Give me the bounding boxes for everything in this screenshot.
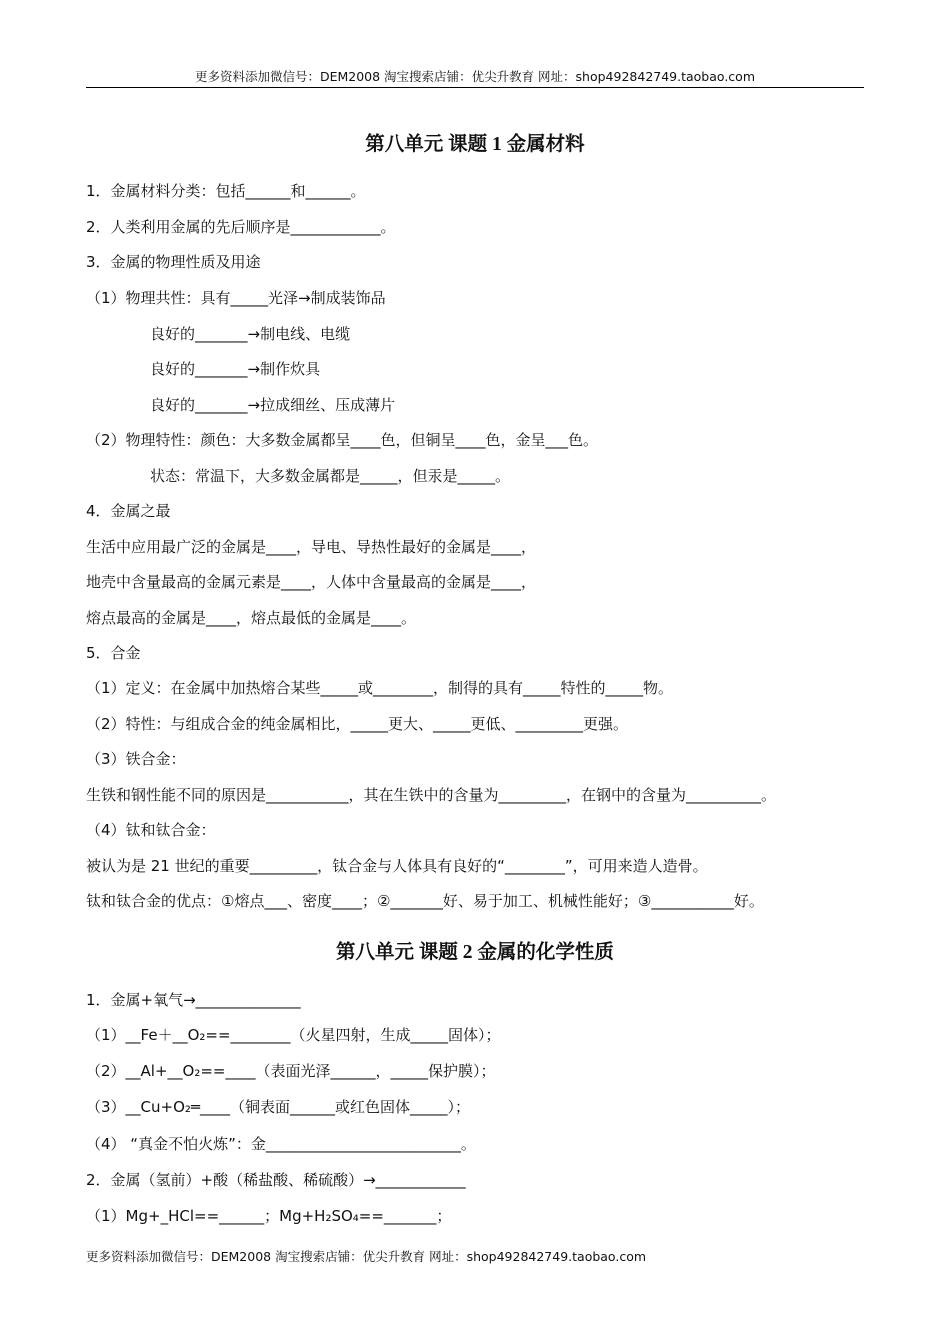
question-line: 生活中应用最广泛的金属是____，导电、导热性最好的金属是____， <box>86 538 537 556</box>
question-line: 钛和钛合金的优点：①熔点___、密度____；②_______好、易于加工、机械性能好；③___________好。 <box>86 892 764 910</box>
question-line: （4） “真金不怕火炼”：金__________________________。 <box>86 1135 476 1153</box>
question-line: （3）__Cu+O₂═____（铜表面______或红色固体_____）； <box>86 1098 470 1116</box>
question-line: （3）铁合金： <box>86 750 186 768</box>
page-footer: 更多资料添加微信号：DEM2008 淘宝搜索店铺：优尖升教育 网址：shop492842749.taobao.com <box>86 1249 647 1264</box>
question-line: 3．金属的物理性质及用途 <box>86 253 261 271</box>
question-line: 良好的_______→制作炊具 <box>150 360 321 378</box>
question-line: 良好的_______→拉成细丝、压成薄片 <box>150 396 396 414</box>
question-line: 5．合金 <box>86 644 141 662</box>
header-divider <box>86 87 864 88</box>
question-line: 2．金属（氢前）+酸（稀盐酸、稀硫酸）→____________ <box>86 1171 466 1189</box>
question-line: （1）Mg+_HCl==______；Mg+H₂SO₄==_______； <box>86 1207 452 1225</box>
question-line: （1）定义：在金属中加热熔合某些_____或________，制得的具有_____特性的_____物。 <box>86 679 674 697</box>
page-header: 更多资料添加微信号：DEM2008 淘宝搜索店铺：优尖升教育 网址：shop492842749.taobao.com <box>194 69 756 84</box>
question-line: 地壳中含量最高的金属元素是____，人体中含量最高的金属是____， <box>86 573 537 591</box>
question-line: 良好的_______→制电线、电缆 <box>150 325 351 343</box>
question-line: （2）物理特性：颜色：大多数金属都呈____色，但铜呈____色，金呈___色。 <box>86 431 599 449</box>
question-line: 1．金属+氧气→______________ <box>86 991 301 1009</box>
question-line: 被认为是 21 世纪的重要_________，钛合金与人体具有良好的“________”，可用来造人造骨。 <box>86 857 708 875</box>
question-line: 生铁和钢性能不同的原因是___________，其在生铁中的含量为_________，在钢中的含量为__________。 <box>86 786 777 804</box>
question-line: 4．金属之最 <box>86 502 171 520</box>
question-line: （1）物理共性：具有_____光泽→制成装饰品 <box>86 289 386 307</box>
question-line: （4）钛和钛合金： <box>86 821 216 839</box>
section-title-2: 第八单元 课题 2 金属的化学性质 <box>336 942 614 963</box>
question-line: （1）__Fe＋__O₂==________（火星四射，生成_____固体）； <box>86 1026 501 1044</box>
question-line: 熔点最高的金属是____，熔点最低的金属是____。 <box>86 609 417 627</box>
question-line: （2）__Al+__O₂==____（表面光泽______，_____保护膜）； <box>86 1062 496 1080</box>
section-title-1: 第八单元 课题 1 金属材料 <box>365 134 585 155</box>
question-line: （2）特性：与组成合金的纯金属相比，_____更大、_____更低、_________更强。 <box>86 715 629 733</box>
question-line: 状态：常温下，大多数金属都是_____，但汞是_____。 <box>150 467 511 485</box>
question-line: 1．金属材料分类：包括______和______。 <box>86 182 366 200</box>
question-line: 2．人类利用金属的先后顺序是____________。 <box>86 218 396 236</box>
